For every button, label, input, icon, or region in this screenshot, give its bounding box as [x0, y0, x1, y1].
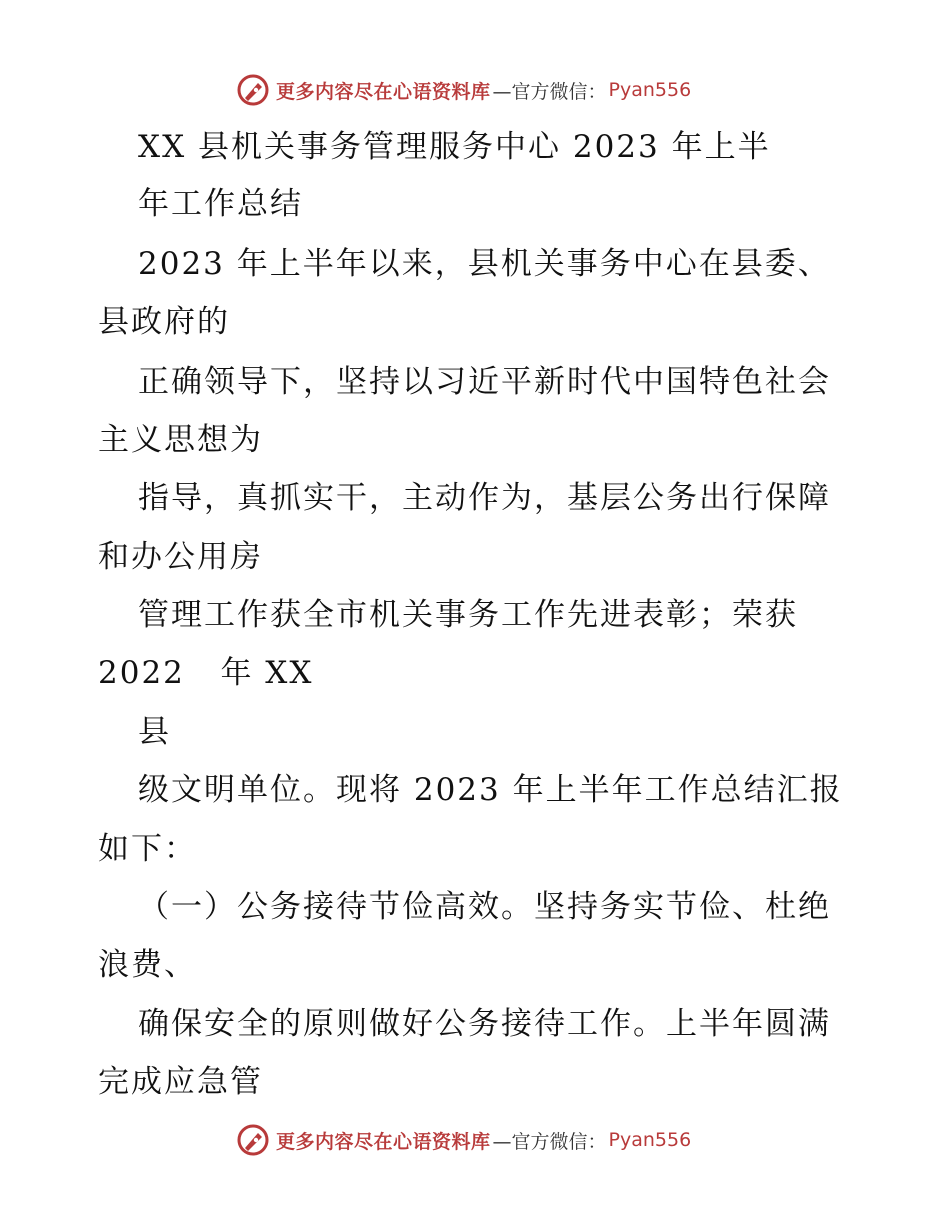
- paragraph-line: 主义思想为: [98, 422, 263, 458]
- paragraph-line: 2023 年上半年以来，县机关事务中心在县委、: [138, 246, 831, 282]
- footer-watermark: [236, 1120, 691, 1160]
- paragraph-line: 管理工作获全市机关事务工作先进表彰；荣获: [138, 597, 798, 633]
- paragraph-line: 2022 年 XX: [98, 655, 314, 691]
- paragraph-line: 县政府的: [98, 304, 230, 340]
- paragraph-line: 县: [138, 714, 171, 750]
- pen-nib-seal-icon: [236, 1123, 270, 1157]
- paragraph-line: 指导，真抓实干，主动作为，基层公务出行保障: [138, 480, 831, 516]
- paragraph-line: 完成应急管: [98, 1064, 263, 1100]
- watermark-separator: —官方微信：: [492, 80, 607, 103]
- title-line-1: XX 县机关事务管理服务中心 2023 年上半: [138, 129, 771, 165]
- watermark-separator: —官方微信：: [492, 1130, 607, 1153]
- title-line-2: 年工作总结: [138, 186, 303, 222]
- header-watermark: [236, 70, 691, 110]
- pen-nib-seal-icon: [236, 73, 270, 107]
- paragraph-line: 确保安全的原则做好公务接待工作。上半年圆满: [138, 1006, 831, 1042]
- watermark-account: Pyan556: [608, 1129, 692, 1151]
- paragraph-line: （一）公务接待节俭高效。坚持务实节俭、杜绝: [138, 889, 831, 925]
- paragraph-line: 级文明单位。现将 2023 年上半年工作总结汇报: [138, 772, 843, 808]
- paragraph-line: 和办公用房: [98, 539, 263, 575]
- watermark-account: Pyan556: [608, 79, 692, 101]
- paragraph-line: 正确领导下，坚持以习近平新时代中国特色社会: [138, 364, 831, 400]
- paragraph-line: 如下：: [98, 831, 197, 867]
- watermark-text: 更多内容尽在心语资料库: [276, 1130, 491, 1153]
- paragraph-line: 浪费、: [98, 947, 197, 983]
- watermark-text: 更多内容尽在心语资料库: [276, 80, 491, 103]
